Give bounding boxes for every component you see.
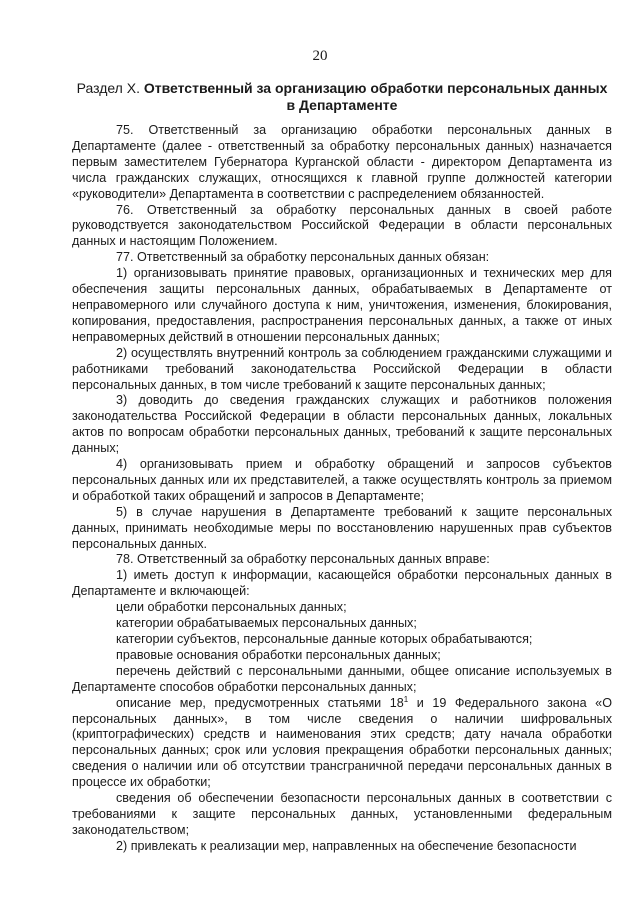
list-item-security: сведения об обеспечении безопасности персональных данных в соответствии с требованиями к защите персональных данных, установленными федеральным законодательством; — [72, 791, 612, 837]
list-item-legal-grounds: правовые основания обработки персональных данных; — [116, 647, 441, 662]
paragraph-77-item-2: 2) осуществлять внутренний контроль за соблюдением гражданскими служащими и работниками требований законодательства Российской Федерации в области персональных данных, в том числе требований к защите персональных данных; — [72, 345, 612, 392]
list-item-data-categories: категории обрабатываемых персональных данных; — [116, 616, 417, 631]
paragraph-77-item-4: 4) организовывать прием и обработку обращений и запросов субъектов персональных данных или их представителей, а также осуществлять контроль за приемом и обработкой таких обращений и запросов в Департаменте; — [72, 457, 612, 503]
measures-text-after: и 19 Федерального закона «О персональных данных», в том числе сведения о наличии шифровальных (криптографических) средств и наименования этих средств; дату начала обработки персональных данных; срок или условия прекращения обработки персональных данных; сведения о наличии или об отсутствии трансграничной передачи персональных данных в процессе их обработки; — [72, 695, 612, 790]
paragraph-78: 78. Ответственный за обработку персональных данных вправе: — [116, 552, 490, 567]
document-body — [72, 123, 612, 855]
paragraph-77-item-1: 1) организовывать принятие правовых, организационных и технических мер для обеспечения защиты персональных данных, обрабатываемых в Департаменте от неправомерного или случайного доступа к ним, уничтожения, изменения, блокирования, копирования, предоставления, распространения персональных данных, а также от иных неправомерных действий в отношении персональных данных; — [72, 266, 612, 344]
measures-text-before: описание мер, предусмотренных статьями 18 — [116, 695, 404, 710]
list-item-subject-categories: категории субъектов, персональные данные которых обрабатываются; — [116, 632, 533, 646]
paragraph-78-item-2: 2) привлекать к реализации мер, направленных на обеспечение безопасности — [116, 838, 577, 853]
page-number: 20 — [312, 48, 328, 64]
paragraph-75: 75. Ответственный за организацию обработки персональных данных в Департаменте (далее - ответственный за обработку персональных данных) назначается первым заместителем Губернатора Курганской области - директором Департамента из числа гражданских служащих, относящихся к главной группе должностей категории «руководители» Департамента в соответствии с распределением обязанностей. — [72, 123, 612, 201]
section-prefix: Раздел X. — [76, 80, 144, 96]
paragraph-78-item-1: 1) иметь доступ к информации, касающейся обработки персональных данных в Департаменте и включающей: — [72, 568, 612, 599]
list-item-measures — [72, 696, 612, 791]
section-heading — [72, 80, 612, 114]
measures-superscript: 1 — [403, 694, 409, 704]
list-item-purposes: цели обработки персональных данных; — [116, 600, 347, 615]
paragraph-77-item-5: 5) в случае нарушения в Департаменте требований к защите персональных данных, принимать необходимые меры по восстановлению нарушенных прав субъектов персональных данных. — [72, 504, 612, 551]
paragraph-77-item-3: 3) доводить до сведения гражданских служащих и работников положения законодательства Российской Федерации в области персональных данных, локальных актов по вопросам обработки персональных данных, требований к защите персональных данных; — [72, 393, 612, 456]
list-item-actions: перечень действий с персональными данными, общее описание используемых в Департаменте способов обработки персональных данных; — [72, 663, 612, 694]
paragraph-76: 76. Ответственный за обработку персональных данных в своей работе руководствуется законодательством Российской Федерации в области персональных данных и настоящим Положением. — [72, 202, 612, 249]
paragraph-77: 77. Ответственный за обработку персональных данных обязан: — [116, 250, 490, 265]
section-title: Ответственный за организацию обработки персональных данных в Департаменте — [143, 80, 608, 113]
